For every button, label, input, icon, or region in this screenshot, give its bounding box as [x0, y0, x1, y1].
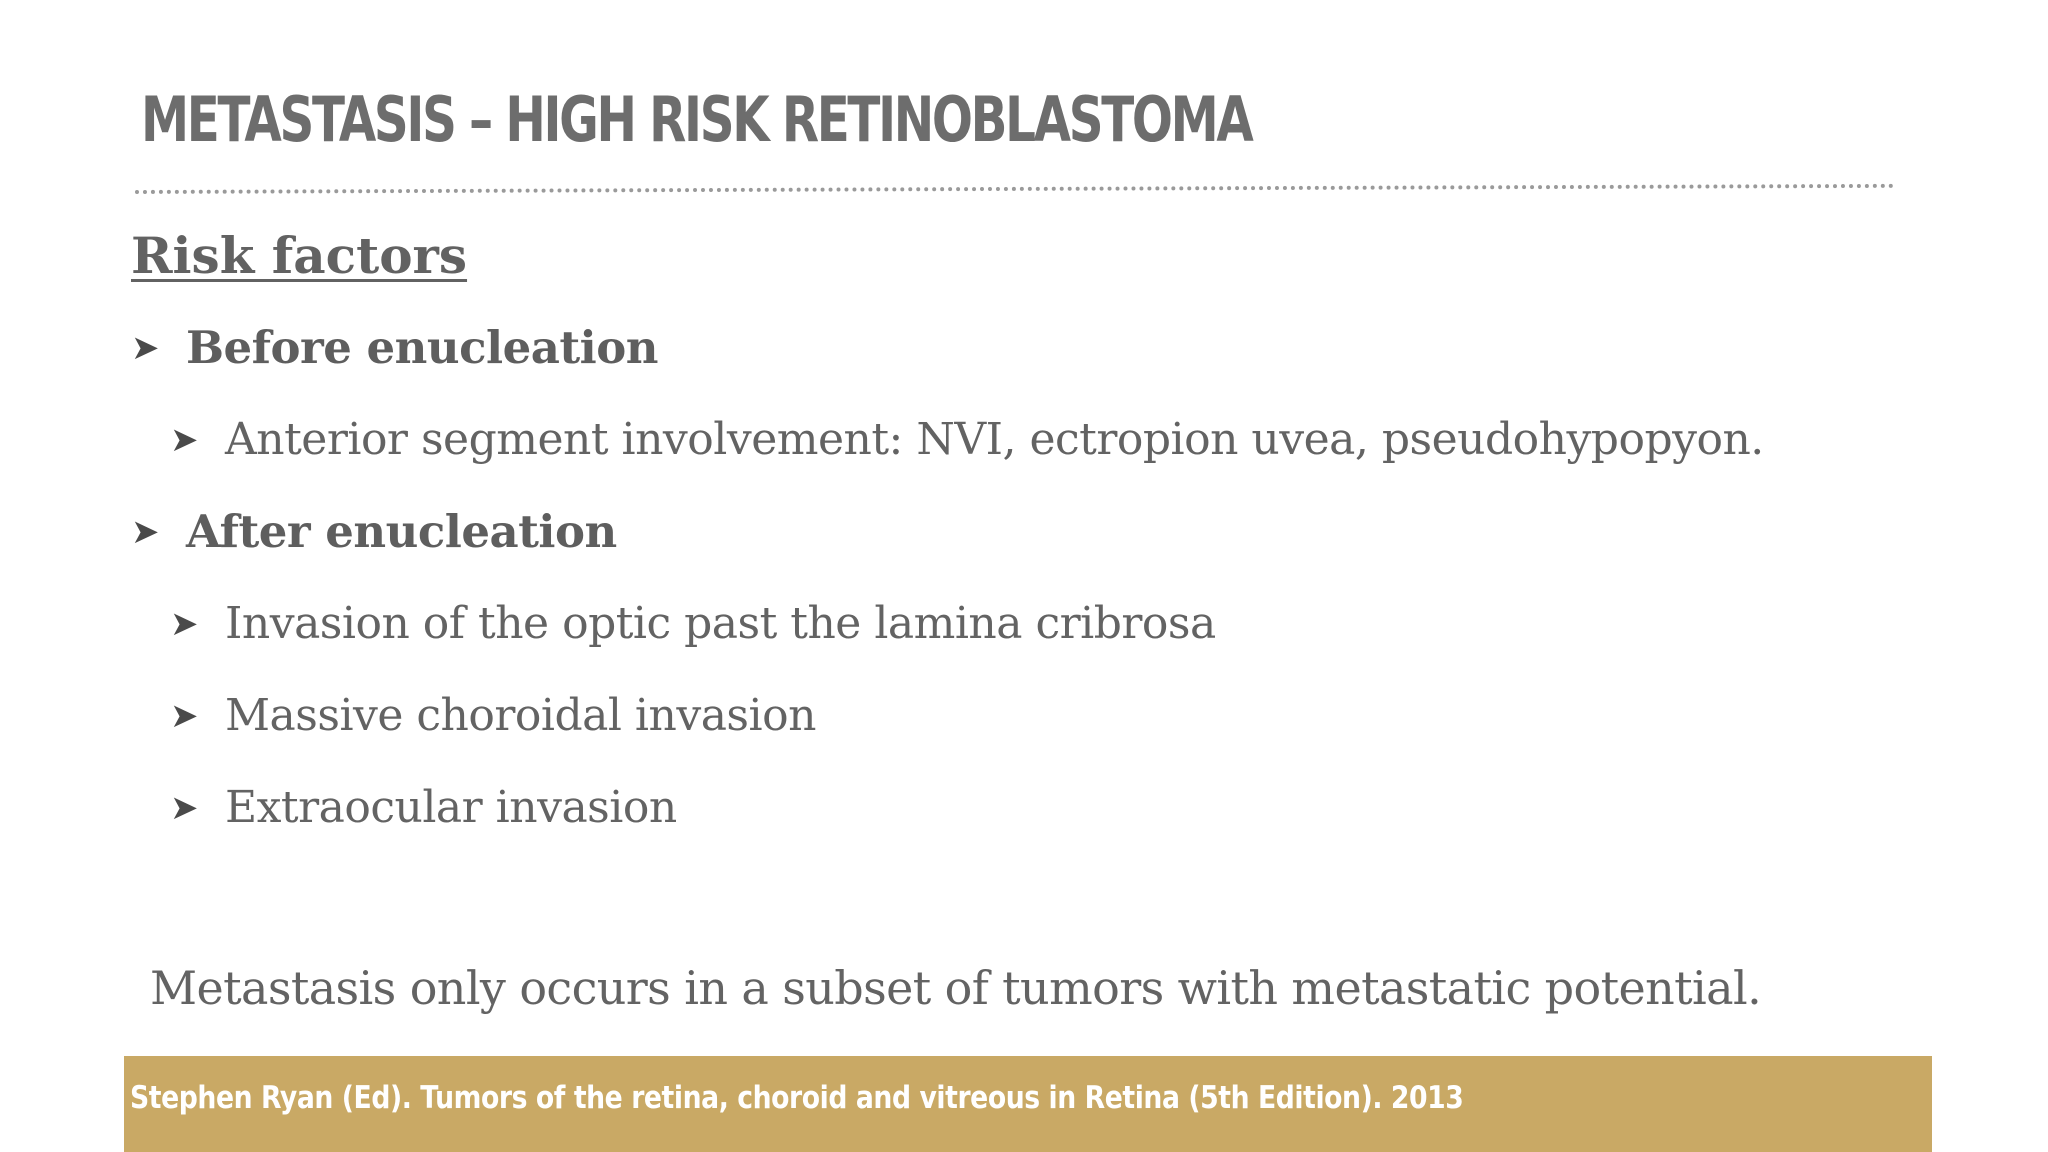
section-heading-risk-factors: Risk factors: [131, 226, 468, 285]
sub-bullet-item-text: Extraocular invasion: [225, 782, 677, 833]
sub-bullet-item: [170, 776, 677, 840]
arrow-bullet-icon: ➤: [170, 696, 199, 736]
arrow-bullet-icon: ➤: [131, 328, 160, 368]
bullet-item: [131, 316, 658, 380]
sub-bullet-item-text: Massive choroidal invasion: [225, 690, 816, 741]
sub-bullet-item: [170, 408, 1764, 472]
citation-bar: [124, 1056, 1932, 1152]
slide-title: METASTASIS – HIGH RISK RETINOBLASTOMA: [141, 83, 1252, 156]
arrow-bullet-icon: ➤: [170, 420, 199, 460]
bullet-item-text: Before enucleation: [186, 321, 659, 374]
arrow-bullet-icon: ➤: [131, 512, 160, 552]
metastasis-note: Metastasis only occurs in a subset of tumors with metastatic potential.: [150, 961, 1762, 1015]
sub-bullet-item-text: Anterior segment involvement: NVI, ectropion uvea, pseudohypopyon.: [225, 414, 1764, 465]
sub-bullet-item-text: Invasion of the optic past the lamina cribrosa: [225, 598, 1216, 649]
arrow-bullet-icon: ➤: [170, 604, 199, 644]
citation-text: Stephen Ryan (Ed). Tumors of the retina, choroid and vitreous in Retina (5th Edition). 2013: [130, 1080, 1464, 1116]
sub-bullet-item: [170, 592, 1216, 656]
arrow-bullet-icon: ➤: [170, 788, 199, 828]
bullet-item: [131, 500, 617, 564]
sub-bullet-item: [170, 684, 816, 748]
bullet-item-text: After enucleation: [186, 505, 617, 558]
